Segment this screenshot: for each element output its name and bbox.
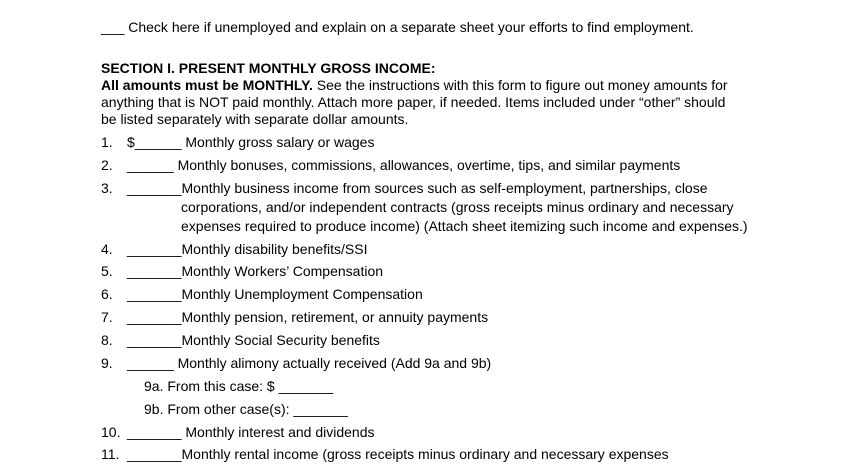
item-text: _______Monthly Social Security benefits — [127, 332, 380, 348]
item-text: _______Monthly Unemployment Compensation — [127, 286, 423, 302]
item-9b-line[interactable]: 9b. From other case(s): _______ — [144, 401, 348, 417]
item-number: 4. — [101, 241, 113, 257]
item-number: 6. — [101, 286, 113, 302]
item-number: 3. — [101, 180, 113, 196]
item-text: _______ Monthly interest and dividends — [127, 424, 375, 440]
item-9a-line[interactable]: 9a. From this case: $ _______ — [144, 378, 334, 394]
item-text: _______Monthly pension, retirement, or annuity payments — [127, 309, 489, 325]
item-number: 1. — [101, 134, 113, 150]
item-number: 2. — [101, 157, 113, 173]
item-number: 10. — [101, 424, 121, 440]
unemployed-checkbox-line[interactable]: ___ Check here if unemployed and explain on a separate sheet your efforts to find employment. — [101, 19, 694, 35]
item-number: 11. — [101, 446, 120, 462]
intro-rest: See the instructions with this form to figure out money amounts for — [312, 77, 728, 93]
item-number: 9. — [101, 355, 113, 371]
item-text: $______ Monthly gross salary or wages — [127, 134, 375, 150]
item-number: 5. — [101, 263, 113, 279]
item-text: _______Monthly Workers’ Compensation — [127, 263, 384, 279]
item-number: 7. — [101, 309, 113, 325]
section-intro-line-2: anything that is NOT paid monthly. Attach more paper, if needed. Items included under “other” should — [101, 94, 726, 110]
section-intro-line-1 — [101, 77, 728, 93]
item-text: _______Monthly disability benefits/SSI — [127, 241, 368, 257]
item-number: 8. — [101, 332, 113, 348]
item-text: _______Monthly business income from sources such as self-employment, partnerships, close — [127, 180, 708, 196]
section-title: SECTION I. PRESENT MONTHLY GROSS INCOME: — [101, 60, 436, 76]
item-continuation: corporations, and/or independent contracts (gross receipts minus ordinary and necessary — [181, 199, 734, 215]
item-text: ______ Monthly bonuses, commissions, allowances, overtime, tips, and similar payments — [127, 157, 681, 173]
item-text: _______Monthly rental income (gross receipts minus ordinary and necessary expenses — [127, 446, 669, 462]
item-text: ______ Monthly alimony actually received (Add 9a and 9b) — [127, 355, 492, 371]
section-intro-line-3: be listed separately with separate dollar amounts. — [101, 111, 409, 127]
item-continuation: expenses required to produce income) (Attach sheet itemizing such income and expenses.) — [181, 218, 748, 234]
intro-bold: All amounts must be MONTHLY. — [101, 77, 313, 93]
